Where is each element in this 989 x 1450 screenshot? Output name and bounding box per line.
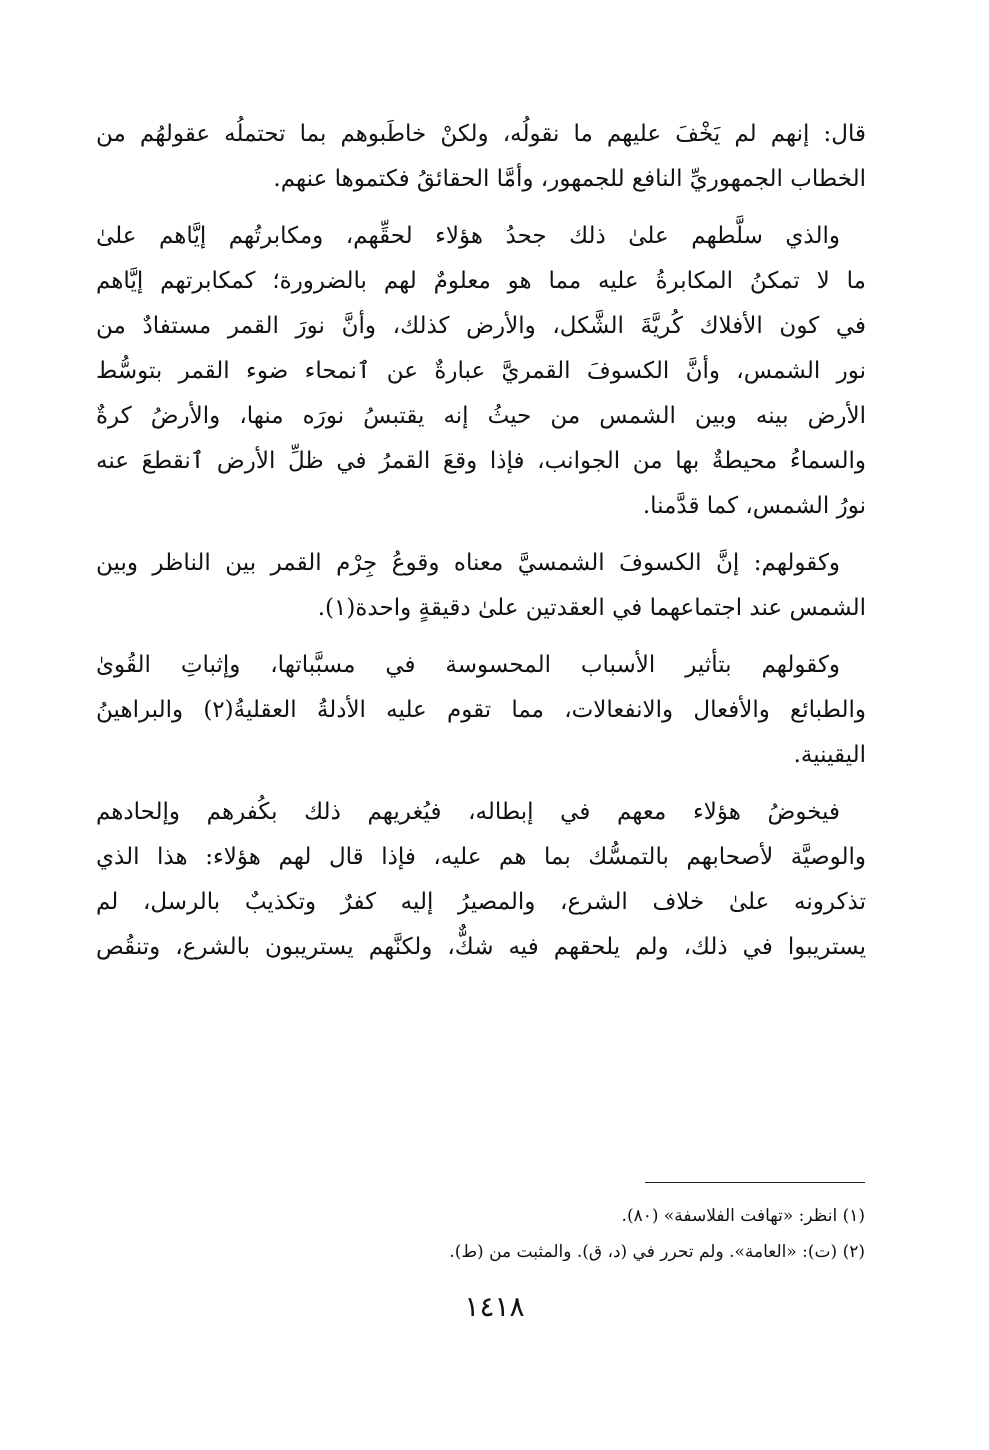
footnote-2: (٢) (ت): «العامة». ولم تحرر في (د، ق). والمثبت من (ط). [449,1242,865,1262]
text-line: وكقولهم: إنَّ الكسوفَ الشمسيَّ معناه وقوعُ جِرْم القمر بين الناظر وبين [96,550,840,576]
paragraph-4 [96,643,866,778]
text-line: وكقولهم بتأثير الأسباب المحسوسة في مسبَّباتها، وإثباتِ القُوىٰ [96,652,840,678]
page-number: ١٤١٨ [464,1290,525,1323]
footnotes [125,1198,865,1270]
text-line: فيخوضُ هؤلاء معهم في إبطاله، فيُغريهم ذلك بكُفرهم وإلحادهم [96,799,840,825]
text-line: الشمس عند اجتماعهما في العقدتين علىٰ دقيقةٍ واحدة(١). [317,595,866,621]
text-line: والوصيَّة لأصحابهم بالتمسُّك بما هم عليه، فإذا قال لهم هؤلاء: هذا الذي [96,844,866,870]
footnote-divider [645,1182,865,1183]
text-line: والسماءُ محيطةٌ بها من الجوانب، فإذا وقعَ القمرُ في ظلِّ الأرض ٱنقطعَ عنه [96,448,866,474]
text-line: والذي سلَّطهم علىٰ ذلك جحدُ هؤلاء لحقِّهم، ومكابرتُهم إيَّاهم علىٰ [96,223,840,249]
text-line: في كون الأفلاك كُريَّةَ الشَّكل، والأرض كذلك، وأنَّ نورَ القمر مستفادٌ من [96,313,866,339]
text-line: يستريبوا في ذلك، ولم يلحقهم فيه شكٌّ، ولكنَّهم يستريبون بالشرع، وتنقُص [96,934,866,960]
text-line: نور الشمس، وأنَّ الكسوفَ القمريَّ عبارةٌ عن ٱنمحاء ضوء القمر بتوسُّط [96,358,866,384]
text-line: قال: إنهم لم يَخْفَ عليهم ما نقولُه، ولكنْ خاطَبوهم بما تحتملُه عقولهُم من [96,121,866,147]
paragraph-3 [96,541,866,631]
text-line: والطبائع والأفعال والانفعالات، مما تقوم عليه الأدلةُ العقليةُ(٢) والبراهينُ [96,697,866,723]
paragraph-1 [96,112,866,202]
text-line: نورُ الشمس، كما قدَّمنا. [642,493,866,519]
text-line: الأرض بينه وبين الشمس من حيثُ إنه يقتبسُ نورَه منها، والأرضُ كرةٌ [96,403,866,429]
text-line: ما لا تمكنُ المكابرةُ عليه مما هو معلومٌ لهم بالضرورة؛ كمكابرتهم إيَّاهم [96,268,866,294]
text-line: تذكرونه علىٰ خلاف الشرع، والمصيرُ إليه كفرٌ وتكذيبٌ بالرسل، لم [96,889,866,915]
paragraph-5 [96,790,866,970]
paragraph-2 [96,214,866,529]
main-text [96,112,866,982]
footnote-1: (١) انظر: «تهافت الفلاسفة» (٨٠). [621,1206,865,1226]
text-line: اليقينية. [793,742,866,768]
text-line: الخطاب الجمهوريِّ النافع للجمهور، وأمَّا الحقائقُ فكتموها عنهم. [273,166,866,192]
